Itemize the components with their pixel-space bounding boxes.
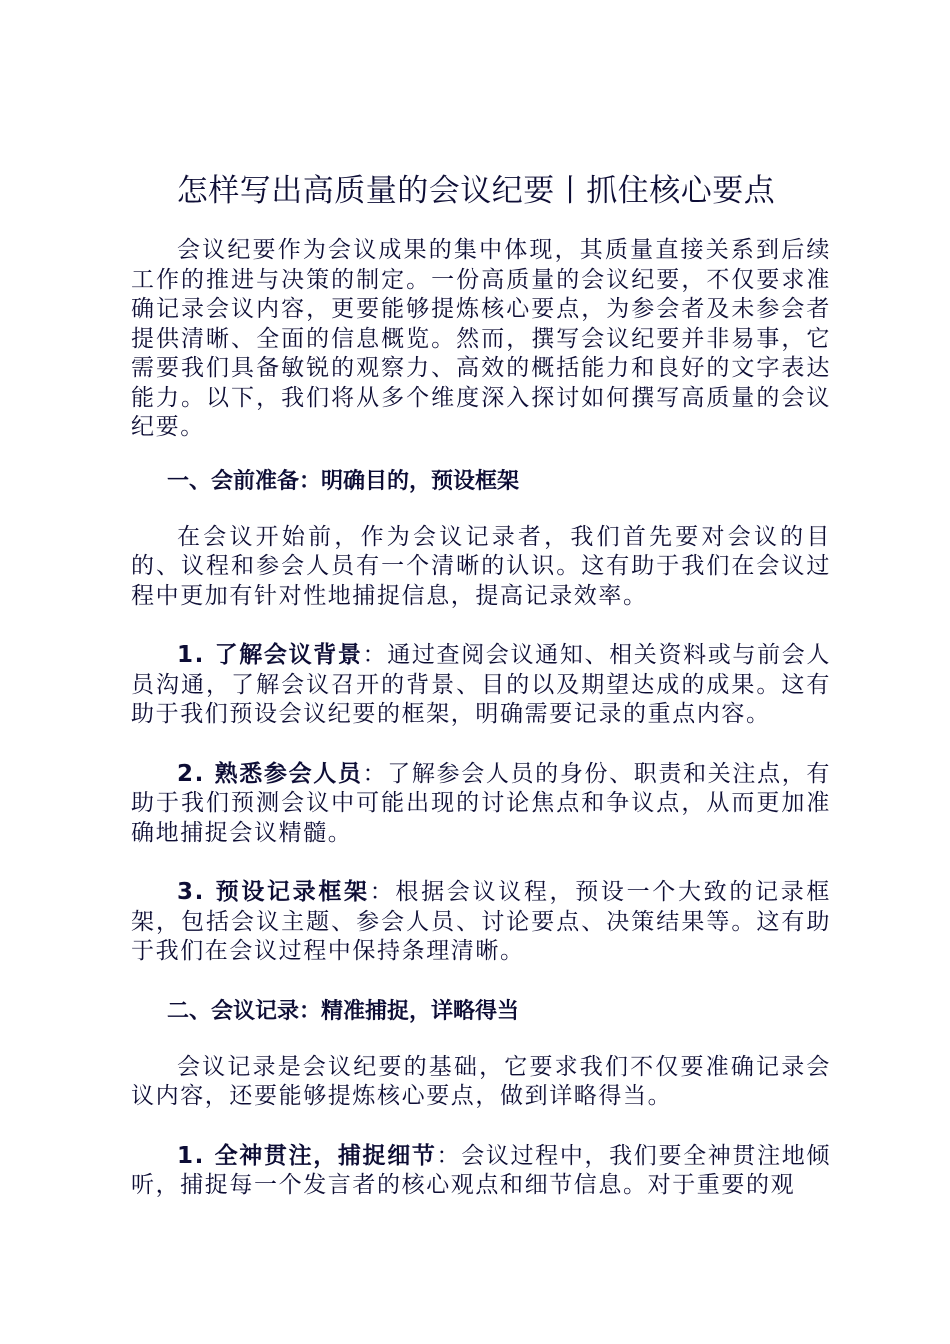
section-1-body: 在会议开始前，作为会议记录者，我们首先要对会议的目的、议程和参会人员有一个清晰的认识。这有助于我们在会议过程中更加有针对性地捕捉信息，提高记录效率。 [131,523,831,609]
section-2-heading: 二、会议记录：精准捕捉，详略得当 [167,998,520,1024]
item-lead: 1. 全神贯注，捕捉细节 [177,1142,437,1169]
item-text: ：会议过程中，我们要全神贯注地倾听，捕捉每一个发言者的核心观点和细节信息。对于重要的观 [131,1142,831,1198]
item-text: ：通过查阅会议通知、相关资料或与前会人员沟通，了解会议召开的背景、目的以及期望达成的成果。这有助于我们预设会议纪要的框架，明确需要记录的重点内容。 [131,642,831,727]
item-text: ：根据会议议程，预设一个大致的记录框架，包括会议主题、参会人员、讨论要点、决策结果等。这有助于我们在会议过程中保持条理清晰。 [131,879,831,964]
section-1-item-3 [131,878,831,967]
section-2-item-1 [131,1142,831,1201]
item-lead: 3. 预设记录框架 [177,879,370,905]
document-title: 怎样写出高质量的会议纪要丨抓住核心要点 [176,173,776,209]
item-text: ：了解参会人员的身份、职责和关注点，有助于我们预测会议中可能出现的讨论焦点和争议点，从而更加准确地捕捉会议精髓。 [131,760,831,846]
section-1-heading: 一、会前准备：明确目的，预设框架 [167,468,520,494]
item-lead: 2. 熟悉参会人员 [177,760,363,787]
section-1-item-1 [131,641,831,730]
intro-paragraph: 会议纪要作为会议成果的集中体现，其质量直接关系到后续工作的推进与决策的制定。一份高质量的会议纪要，不仅要求准确记录会议内容，更要能够提炼核心要点，为参会者及未参会者提供清晰、全面的信息概览。然而，撰写会议纪要并非易事，它需要我们具备敏锐的观察力、高效的概括能力和良好的文字表达能力。以下，我们将从多个维度深入探讨如何撰写高质量的会议纪要。 [131,237,831,440]
section-2-body: 会议记录是会议纪要的基础，它要求我们不仅要准确记录会议内容，还要能够提炼核心要点，做到详略得当。 [131,1053,831,1109]
document-page [131,168,831,1201]
section-1-item-2 [131,760,831,849]
item-lead: 1. 了解会议背景 [177,642,363,668]
